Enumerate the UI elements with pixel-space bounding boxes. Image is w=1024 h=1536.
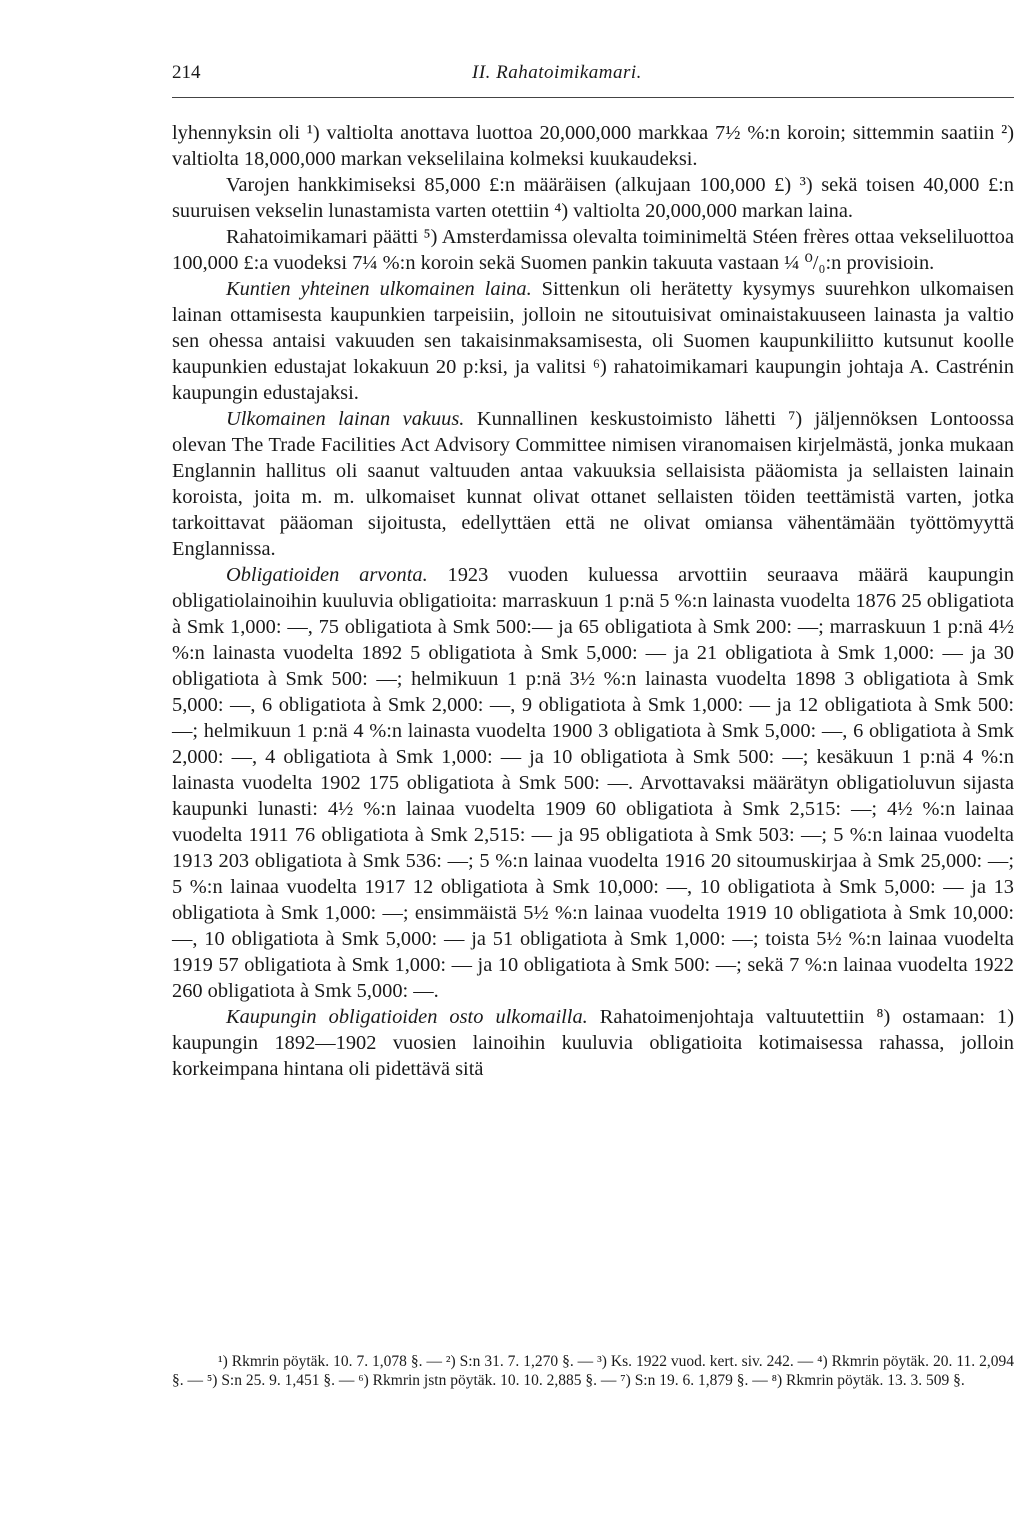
section-heading: Kaupungin obligatioiden osto ulkomailla.: [226, 1006, 588, 1028]
paragraph: Rahatoimikamari päätti ⁵) Amsterdamissa olevalta toiminimeltä Stéen frères ottaa vekseliluottoa 100,000 £:a vuodeksi 7¼ %:n koroin sekä Suomen pankin takuuta vastaan ¼ ⁰/₀:n provisioin.: [172, 226, 1014, 274]
paragraph: Varojen hankkimiseksi 85,000 £:n määräisen (alkujaan 100,000 £) ³) sekä toisen 40,000 £:n suuruisen vekselin lunastamista varten otettiin ⁴) valtiolta 20,000,000 markan laina.: [172, 174, 1014, 222]
header-rule: [172, 97, 1014, 98]
paragraph-text: Sittenkun oli herätetty kysymys suurehkon ulkomaisen lainan ottamisesta kaupunkien tarpeisiin, jolloin ne sitoutuisivat ominaistakuuseen lainasta ja valtio sen ohessa antaisi vakuuden sen takaisinmaksamisesta, oli Suomen kaupunkiliitto kutsunut koolle kaupunkien edustajat lokakuun 20 p:ksi, ja valitsi ⁶) rahatoimikamari kaupungin johtaja A. Castrénin kaupungin edustajaksi.: [172, 278, 1015, 404]
section-heading: Obligatioiden arvonta.: [226, 564, 428, 586]
page-number: 214: [172, 62, 201, 83]
paragraph: lyhennyksin oli ¹) valtiolta anottava luottoa 20,000,000 markkaa 7½ %:n koroin; sittemmin saatiin ²) valtiolta 18,000,000 markan vekselilaina kolmeksi kuukaudeksi.: [172, 122, 1014, 170]
running-head: II. Rahatoimikamari.: [472, 62, 642, 83]
paragraph: [172, 562, 1014, 1004]
paragraph: [172, 276, 1014, 406]
paragraph-text: Kunnallinen keskustoimisto lähetti ⁷) jäljennöksen Lontoossa olevan The Trade Facilities Act Advisory Committee nimisen viranomaisen kirjelmästä, jonka mukaan Englannin hallitus oli saanut valtuuden antaa vakuuksia sellaisista pääomista ja sellaisten lainain koroista, joita m. m. ulkomaiset kunnat olivat ottanet sellaisten töiden teettämistä varten, jotka tarkoittavat pääoman sijoitusta, edellyttäen että ne olivat omiansa vähentämään työttömyyttä Englannissa.: [172, 408, 1014, 560]
paragraph: [172, 1004, 1014, 1082]
footnotes: [172, 1352, 1014, 1390]
paragraph-text: 1923 vuoden kuluessa arvottiin seuraava määrä kaupungin obligatiolainoihin kuuluvia obligatioita: marraskuun 1 p:nä 5 %:n lainasta vuodelta 1876 25 obligatiota à Smk 1,000: —, 75 obligatiota à Smk 500:— ja 65 obligatiota à Smk 200: —; marraskuun 1 p:nä 4½ %:n lainasta vuodelta 1892 5 obligatiota à Smk 5,000: — ja 21 obligatiota à Smk 1,000: — ja 30 obligatiota à Smk 500: —; helmikuun 1 p:nä 3½ %:n lainasta vuodelta 1898 3 obligatiota à Smk 5,000: —, 6 obligatiota à Smk 2,000: —, 9 obligatiota à Smk 1,000: — ja 12 obligatiota à Smk 500: —; helmikuun 1 p:nä 4 %:n lainasta vuodelta 1900 3 obligatiota à Smk 5,000: —, 6 obligatiota à Smk 2,000: —, 4 obligatiota à Smk 1,000: — ja 10 obligatiota à Smk 500: —; kesäkuun 1 p:nä 4 %:n lainasta vuodelta 1902 175 obligatiota à Smk 500: —. Arvottavaksi määrätyn obligatioluvun sijasta kaupunki lunasti: 4½ %:n lainaa vuodelta 1909 60 obligatiota à Smk 2,515: —; 4½ %:n lainaa vuodelta 1911 76 obligatiota à Smk 2,515: — ja 95 obligatiota à Smk 503: —; 5 %:n lainaa vuodelta 1913 203 obligatiota à Smk 536: —; 5 %:n lainaa vuodelta 1916 20 sitoumuskirjaa à Smk 25,000: —; 5 %:n lainaa vuodelta 1917 12 obligatiota à Smk 10,000: —, 10 obligatiota à Smk 5,000: — ja 13 obligatiota à Smk 1,000: —; ensimmäistä 5½ %:n lainaa vuodelta 1919 10 obligatiota à Smk 10,000: —, 10 obligatiota à Smk 5,000: — ja 51 obligatiota à Smk 1,000: —; toista 5½ %:n lainaa vuodelta 1919 57 obligatiota à Smk 1,000: — ja 10 obligatiota à Smk 500: —; sekä 7 %:n lainaa vuodelta 1922 260 obligatiota à Smk 5,000: —.: [172, 564, 1014, 1002]
paragraph-text: Rahatoimenjohtaja valtuutettiin ⁸) ostamaan: 1) kaupungin 1892—1902 vuosien lainoihin kuuluvia obligatioita kotimaisessa rahassa, jolloin korkeimpana hintana oli pidettävä sitä: [172, 1006, 1014, 1080]
paragraph: [172, 406, 1014, 562]
body-text: [172, 120, 1014, 1082]
footnote-text: ¹) Rkmrin pöytäk. 10. 7. 1,078 §. — ²) S:n 31. 7. 1,270 §. — ³) Ks. 1922 vuod. kert. siv. 242. — ⁴) Rkmrin pöytäk. 20. 11. 2,094 §. — ⁵) S:n 25. 9. 1,451 §. — ⁶) Rkmrin jstn pöytäk. 10. 10. 2,885 §. — ⁷) S:n 19. 6. 1,879 §. — ⁸) Rkmrin pöytäk. 13. 3. 509 §.: [172, 1353, 1014, 1389]
section-heading: Kuntien yhteinen ulkomainen laina.: [226, 278, 532, 300]
page-header: [172, 62, 1014, 92]
section-heading: Ulkomainen lainan vakuus.: [226, 408, 465, 430]
